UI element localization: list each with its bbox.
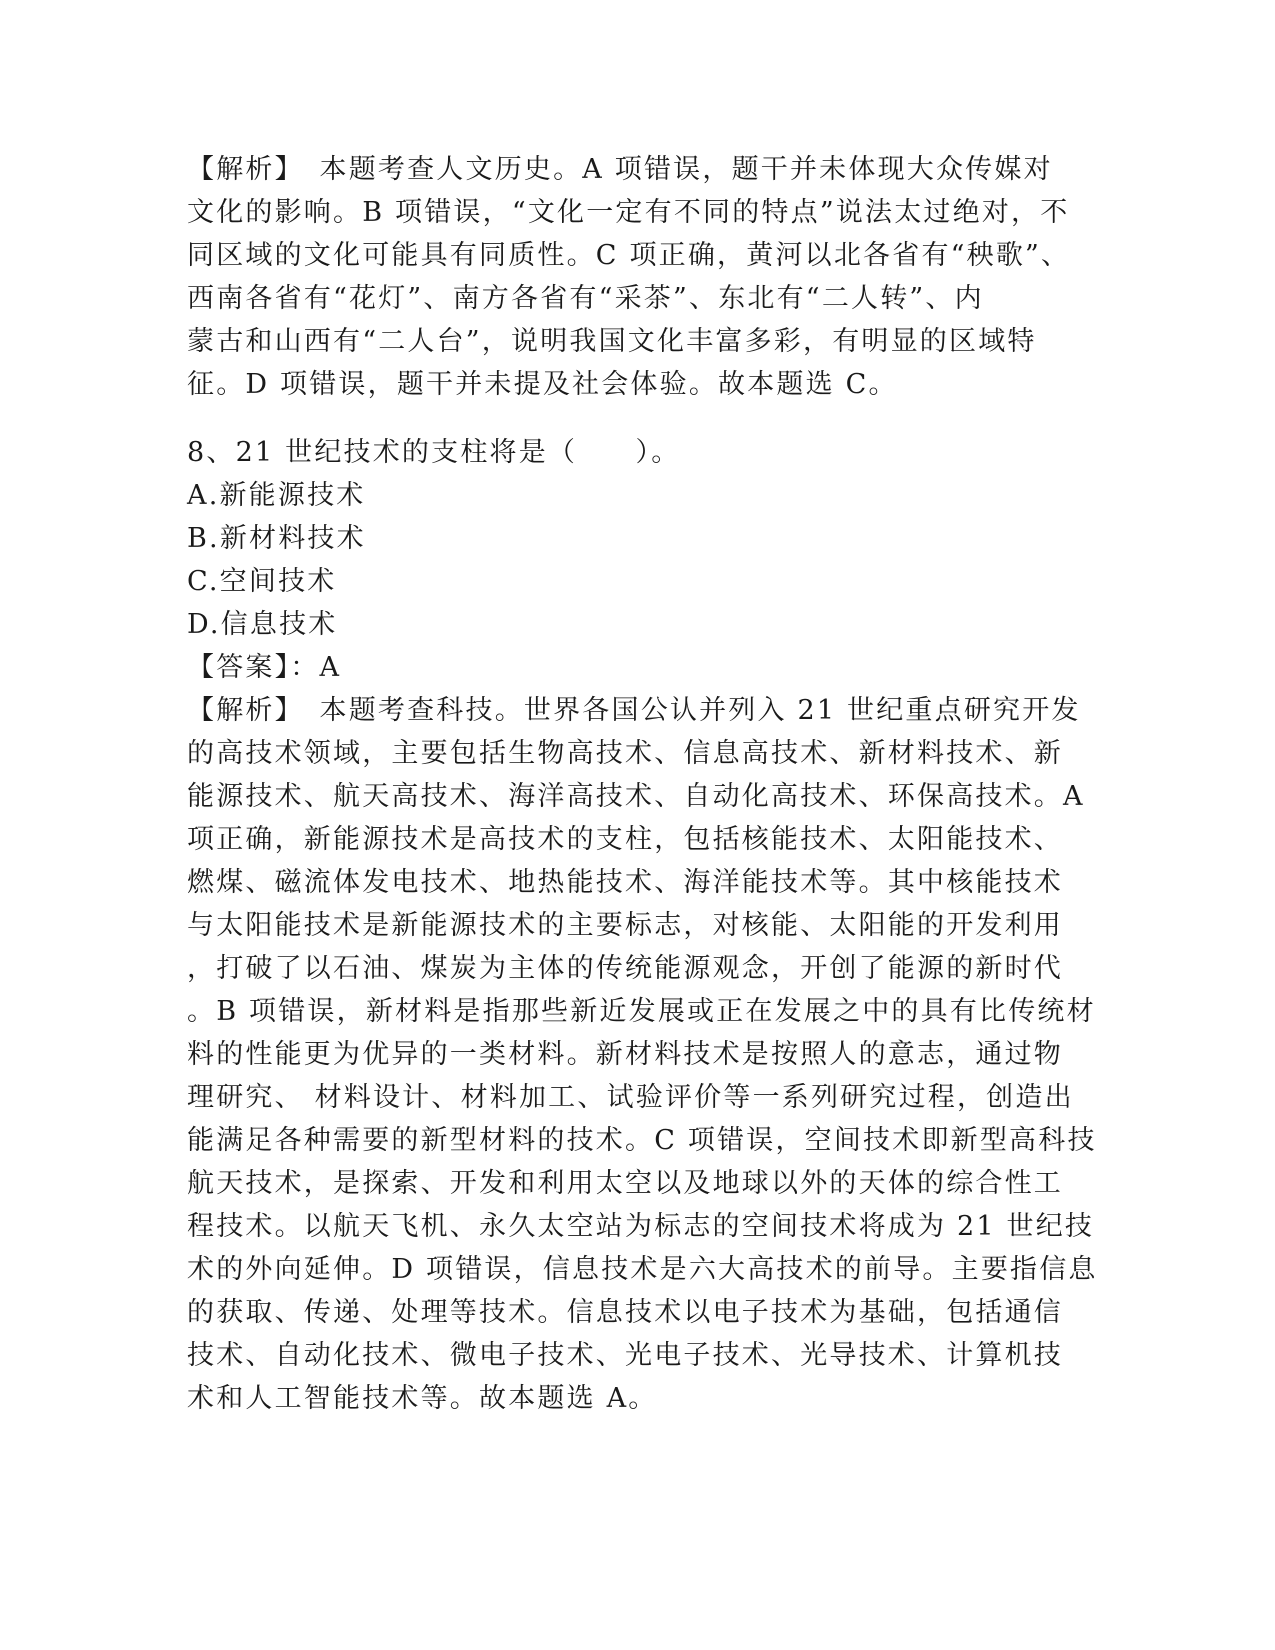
analysis-line: 文化的影响。B 项错误，“文化一定有不同的特点”说法太过绝对，不	[187, 197, 1070, 228]
option-a: A.新能源技术	[187, 480, 366, 511]
analysis-line: ，打破了以石油、煤炭为主体的传统能源观念，开创了能源的新时代	[187, 953, 1063, 984]
option-c: C.空间技术	[187, 566, 337, 597]
analysis-line: 程技术。以航天飞机、永久太空站为标志的空间技术将成为 21 世纪技	[187, 1211, 1095, 1242]
analysis-line: 料的性能更为优异的一类材料。新材料技术是按照人的意志，通过物	[187, 1039, 1063, 1070]
analysis-line: 理研究、 材料设计、材料加工、试验评价等一系列研究过程，创造出	[187, 1082, 1074, 1113]
analysis-line: 项正确，新能源技术是高技术的支柱，包括核能技术、太阳能技术、	[187, 824, 1063, 855]
analysis-line: 技术、自动化技术、微电子技术、光电子技术、光导技术、计算机技	[187, 1340, 1063, 1371]
analysis-line: 术和人工智能技术等。故本题选 A。	[187, 1383, 658, 1414]
question-stem: 8、21 世纪技术的支柱将是（ ）。	[187, 437, 681, 468]
analysis-line: 与太阳能技术是新能源技术的主要标志，对核能、太阳能的开发利用	[187, 910, 1063, 941]
analysis-line: 能源技术、航天高技术、海洋高技术、自动化高技术、环保高技术。A	[187, 781, 1085, 812]
analysis-line: 同区域的文化可能具有同质性。C 项正确，黄河以北各省有“秧歌”、	[187, 240, 1071, 271]
previous-analysis	[187, 148, 1087, 406]
analysis-line: 征。D 项错误，题干并未提及社会体验。故本题选 C。	[187, 369, 898, 400]
analysis-line: 术的外向延伸。D 项错误，信息技术是六大高技术的前导。主要指信息	[187, 1254, 1098, 1285]
analysis-line: 能满足各种需要的新型材料的技术。C 项错误，空间技术即新型高科技	[187, 1125, 1097, 1156]
analysis-line: 燃煤、磁流体发电技术、地热能技术、海洋能技术等。其中核能技术	[187, 867, 1063, 898]
question-8	[187, 431, 1098, 1420]
analysis-line: 。B 项错误，新材料是指那些新近发展或正在发展之中的具有比传统材	[187, 996, 1096, 1027]
analysis-line: 的高技术领域，主要包括生物高技术、信息高技术、新材料技术、新	[187, 738, 1063, 769]
option-d: D.信息技术	[187, 609, 338, 640]
analysis-line: 航天技术，是探索、开发和利用太空以及地球以外的天体的综合性工	[187, 1168, 1063, 1199]
analysis-line: 【解析】 本题考查人文历史。A 项错误，题干并未体现大众传媒对	[187, 154, 1053, 185]
analysis-line: 【解析】 本题考查科技。世界各国公认并列入 21 世纪重点研究开发	[187, 695, 1081, 726]
analysis-line: 的获取、传递、处理等技术。信息技术以电子技术为基础，包括通信	[187, 1297, 1063, 1328]
answer-line: 【答案】：A	[187, 652, 342, 683]
analysis-line: 西南各省有“花灯”、南方各省有“采茶”、东北有“二人转”、内	[187, 283, 984, 314]
analysis-line: 蒙古和山西有“二人台”，说明我国文化丰富多彩，有明显的区域特	[187, 326, 1037, 357]
option-b: B.新材料技术	[187, 523, 366, 554]
